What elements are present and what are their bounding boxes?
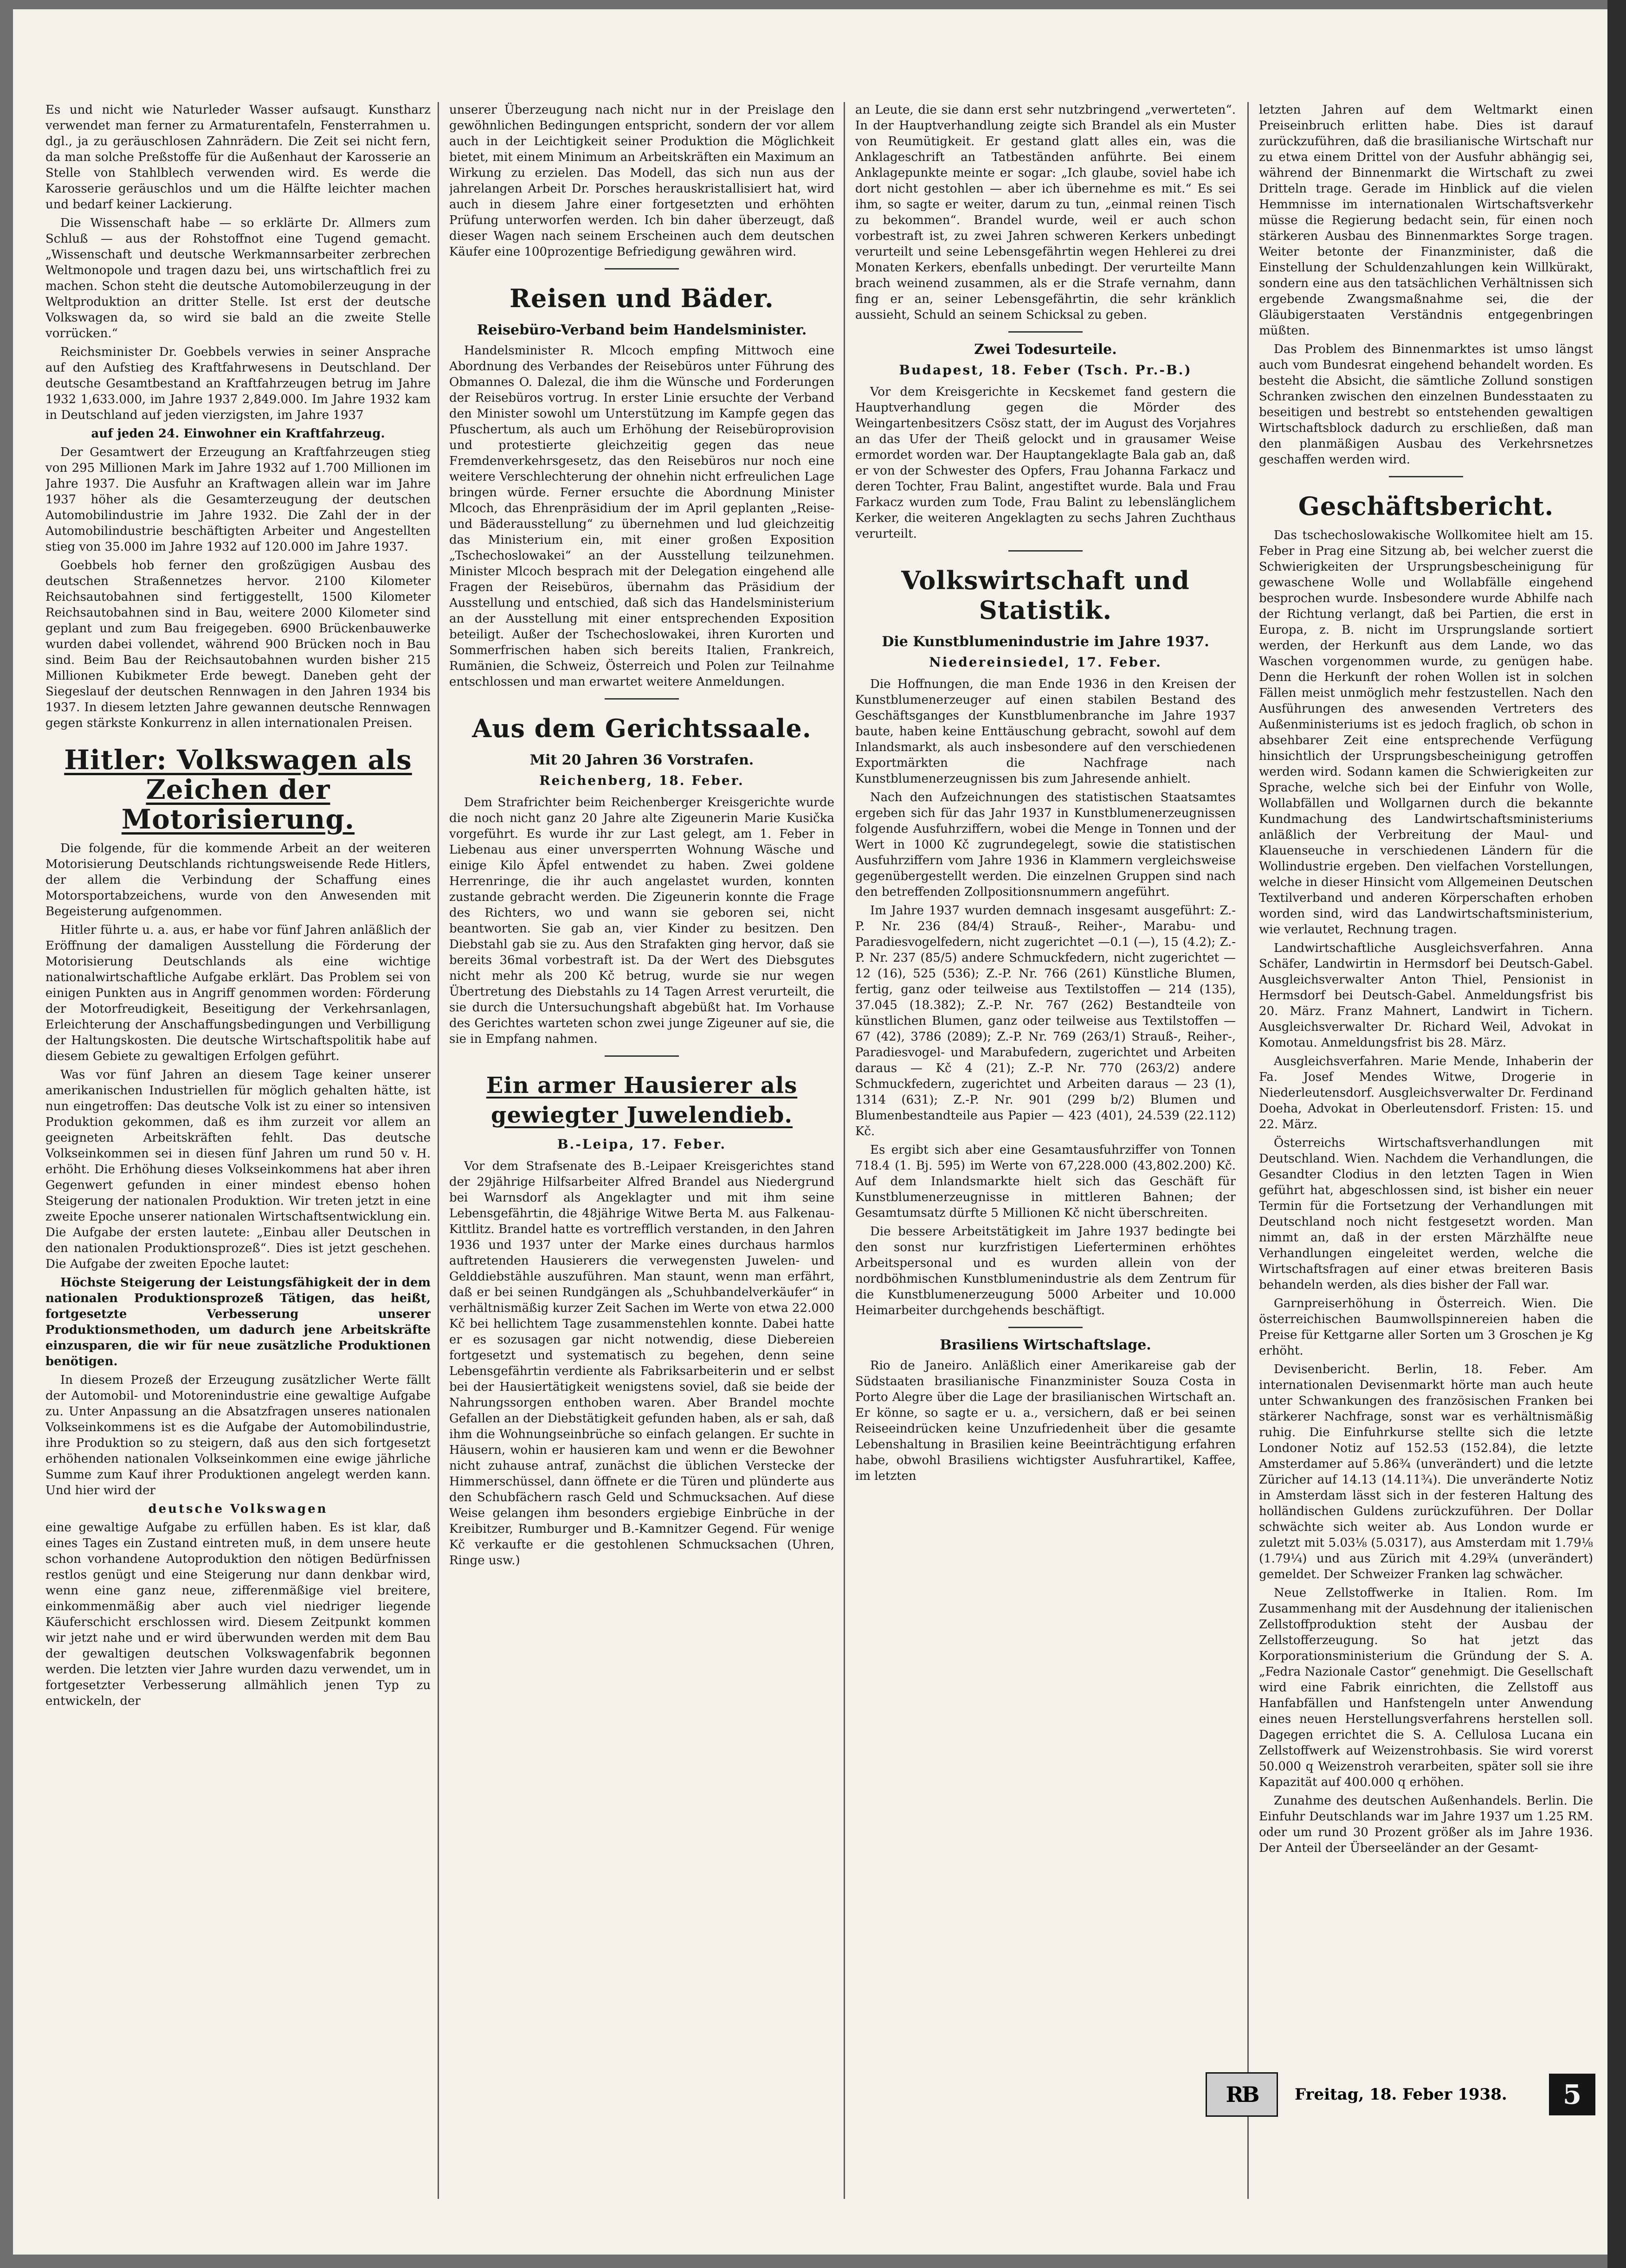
emphasis-line: deutsche Volkswagen: [148, 1502, 328, 1516]
paragraph: Handelsminister R. Mlcoch empfing Mittwoch eine Abordnung des Verbandes der Reisebüros unter Führung des Obmannes O. Dalezal, die ihm die Wünsche und Forderungen der Reisebüros vortrug. In erster Linie ersuchte der Verband den Minister sowohl um Unterstützung im Kampfe gegen das Pfuschertum, als auch um Erhöhung der Reisebüroprovision und protestierte gleichzeitig gegen das neue Fremdenverkehrsgesetz, das den Reisebüros nur noch eine weitere Verschlechterung der ohnehin nicht erfreulichen Lage bringen würde. Ferner ersuchte die Abordnung Minister Mlcoch, das Ehrenpräsidium der im April geplanten „Reise- und Bäderausstellung“ zu übernehmen und lud gleichzeitig das Ministerium ein, mit einer großen Exposition „Tschechoslowakei“ an der Ausstellung teilzunehmen. Minister Mlcoch besprach mit der Delegation eingehend alle Fragen der Reisebüros, übernahm das Präsidium der Ausstellung und entschied, daß sich das Handelsministerium an der Ausstellung mit einer entsprechenden Exposition beteiligt. Außer der Tschechoslowakei, ihren Kurorten und Sommerfrischen haben sich bereits Italien, Frankreich, Rumänien, die Schweiz, Österreich und Polen zur Teilnahme entschlossen und man erwartet weitere Anmeldungen.: [449, 344, 834, 689]
column-3: [855, 102, 1236, 2208]
paragraph-emphasis: Höchste Steigerung der Leistungsfähigkeit der in dem nationalen Produktionsprozeß Tätigen, das heißt, fortgesetzte Verbesserung unserer Produktionsmethoden, um dadurch jene Arbeitskräfte einzusparen, die wir für neue zusätzliche Produktionen benötigen.: [45, 1276, 431, 1369]
paragraph: eine gewaltige Aufgabe zu erfüllen haben. Es ist klar, daß eines Tages ein Zustand eintreten muß, in dem unsere heute schon vorhandene Autoproduktion den nötigen Bedürfnissen restlos genügt und eine Steigerung nur dann denkbar wird, wenn eine ganz neue, zifferenmäßige viel breitere, einkommenmäßig aber auch viel niedriger liegende Käuferschicht erschlossen wird. Diesem Zeitpunkt kommen wir jetzt nahe und er wird überwunden werden mit dem Bau der gewaltigen deutschen Volkswagenfabrik begonnen werden. Die letzten vier Jahre wurden dazu verwendet, um in fortgesetzter Verbesserung allmählich jenen Typ zu entwickeln, der: [45, 1521, 431, 1708]
emphasis-line: auf jeden 24. Einwohner ein Kraftfahrzeug.: [91, 427, 385, 441]
paragraph: Es und nicht wie Naturleder Wasser aufsaugt. Kunstharz verwendet man ferner zu Armaturentafeln, Fensterrahmen u. dgl., ja zu geräuschlosen Zahnrädern. Die Zeit sei nicht fern, da man solche Preßstoffe für die Außenhaut der Karosserie an Stelle von Stahlblech verwenden wird. Es werde die Karosserie geräuschlos und um die Hälfte leichter machen und bedarf keiner Lackierung.: [45, 103, 431, 212]
separator: [1008, 331, 1083, 333]
article-headline: Hitler: Volkswagen als Zeichen der Motorisierung.: [64, 744, 412, 835]
paragraph: Die Hoffnungen, die man Ende 1936 in den Kreisen der Kunstblumenerzeuger auf einen stabilen Bestand des Geschäftsganges der Kunstblumenbranche im Jahre 1937 baute, haben keine Enttäuschung gebracht, sowohl auf dem Inlandsmarkt, als auch insbesondere auf den verschiedenen Exportmärkten die Nachfrage nach Kunstblumenerzeugnissen bis zum Jahresende anhielt.: [855, 677, 1236, 786]
separator: [605, 1055, 679, 1057]
paragraph: Die Wissenschaft habe — so erklärte Dr. Allmers zum Schluß — aus der Rohstoffnot eine Tugend gemacht. „Wissenschaft und deutsche Werkmannsarbeiter zerbrechen Weltmonopole und tragen dazu bei, uns wirtschaftlich frei zu machen. Schon steht die deutsche Automobilerzeugung in der Weltproduktion an dritter Stelle. Ist erst der deutsche Volkswagen da, so wird sie bald an die zweite Stelle vorrücken.“: [45, 216, 431, 341]
separator: [605, 698, 679, 700]
paragraph: Ausgleichsverfahren. Marie Mende, Inhaberin der Fa. Josef Mendes Witwe, Drogerie in Niederleutensdorf. Ausgleichsverwalter Dr. Ferdinand Doeha, Advokat in Oberleutensdorf. Fristen: 15. und 22. März.: [1259, 1054, 1593, 1131]
subheadline: Zwei Todesurteile.: [974, 341, 1117, 358]
page-number: 5: [1549, 2074, 1595, 2115]
subheadline: Die Kunstblumenindustrie im Jahre 1937.: [882, 634, 1209, 650]
paragraph: unserer Überzeugung nach nicht nur in der Preislage den gewöhnlichen Bedingungen entspricht, sondern der vor allem auch in der Leichtigkeit seiner Produktion die Möglichkeit bietet, mit einem Minimum an Arbeitskräften ein Maximum an Wirkung zu erzielen. Das Modell, das sich nun aus der jahrelangen Arbeit Dr. Porsches herauskristallisiert hat, wird auch in diesem Jahre einer fortgesetzten und erhöhten Prüfung unterworfen werden. Ich bin daher überzeugt, daß dieser Wagen nach seinem Erscheinen auch dem deutschen Käufer eine 100prozentige Befriedigung gewähren wird.: [449, 103, 834, 259]
dateline: Budapest, 18. Feber (Tsch. Pr.-B.): [899, 362, 1192, 378]
paragraph: Neue Zellstoffwerke in Italien. Rom. Im Zusammenhang mit der Ausdehnung der italienischen Zellstoffproduktion steht der Ausbau der Zellstofferzeugung. So hat jetzt das Korporationsministerium die Gründung der S. A. „Fedra Nazionale Castor“ genehmigt. Die Gesellschaft wird eine Fabrik einrichten, die Zellstoff aus Hanfabfällen und Hanfstengeln unter Anwendung eines neuen Herstellungsverfahrens herstellen soll. Dagegen errichtet die S. A. Cellulosa Lucana ein Zellstoffwerk auf Weizenstrohbasis. Sie wird vorerst 50.000 q Weizenstroh verarbeiten, später soll sie ihre Kapazität auf 400.000 q erhöhen.: [1259, 1586, 1593, 1789]
paragraph: Devisenbericht. Berlin, 18. Feber. Am internationalen Devisenmarkt hörte man auch heute unter Schwankungen des französischen Franken bei stärkerer Nachfrage, sonst war es verhältnismäßig ruhig. Die Einfuhrkurse stellte sich die letzte Londoner Notiz auf 152.53 (152.84), die letzte Amsterdamer auf 5.86¾ (unverändert) und die letzte Züricher auf 14.13 (14.11¾). Die unveränderte Notiz in Amsterdam lässt sich in der festeren Haltung des holländischen Guldens zurückzuführen. Der Dollar schwächte sich weiter ab. Aus London wurde er zuletzt mit 5.03⅛ (5.0317), aus Amsterdam mit 1.79⅛ (1.79¼) und aus Zürich mit 4.29¾ (unverändert) gemeldet. Der Schweizer Franken lag schwächer.: [1259, 1362, 1593, 1581]
section-headline: Aus dem Gerichtssaale.: [472, 713, 812, 743]
separator: [605, 268, 679, 270]
page-footer: [1206, 2069, 1609, 2120]
dateline: Reichenberg, 18. Feber.: [539, 773, 744, 788]
article-headline: Ein armer Hausierer als gewiegter Juwelendieb.: [486, 1073, 798, 1128]
paragraph: Reichsminister Dr. Goebbels verwies in seiner Ansprache auf den Aufstieg des Kraftfahrwesens in Deutschland. Der deutsche Gesamtbestand an Kraftfahrzeugen betrug im Jahre 1932 1,633.000, im Jahre 1937 2,849.000. Im Jahre 1932 kam in Deutschland auf jeden vierzigsten, im Jahre 1937: [45, 345, 431, 422]
paragraph: Österreichs Wirtschaftsverhandlungen mit Deutschland. Wien. Nachdem die Verhandlungen, die Gesandter Clodius in den letzten Tagen in Wien geführt hat, abgeschlossen sind, ist bisher ein neuer Termin für die Fortsetzung der Verhandlungen mit Deutschland noch nicht festgesetzt worden. Man nimmt an, daß in der ersten Märzhälfte neue Verhandlungen eingeleitet werden, welche die Wirtschaftsfragen auf einer etwas breiteren Basis behandeln werden, als dies bisher der Fall war.: [1259, 1136, 1593, 1292]
subheadline: Mit 20 Jahren 36 Vorstrafen.: [529, 752, 754, 768]
newspaper-page: [13, 9, 1609, 2255]
scan-edge: [1607, 0, 1626, 2268]
section-headline: Geschäftsbericht.: [1298, 491, 1554, 521]
paragraph: Dem Strafrichter beim Reichenberger Kreisgerichte wurde die noch nicht ganz 20 Jahre alte Zigeunerin Marie Kusička vorgeführt. Es wurde ihr zur Last gelegt, am 1. Feber in Liebenau aus einer unversperrten Wohnung Wäsche und einige Kilo Äpfel entwendet zu haben. Zwei goldene Herrenringe, die ihr auch angelastet wurden, konnten zustande gebracht werden. Die Zigeunerin konnte die Frage des Richters, wo und wann sie geboren sei, nicht beantworten. Sie gab an, vier Kinder zu besitzen. Den Diebstahl gab sie zu. Aus den Strafakten ging hervor, daß sie bereits 36mal vorbestraft ist. Da der Wert des Diebsgutes nicht mehr als 200 Kč betrug, wurde sie nur wegen Übertretung des Diebstahls zu 14 Tagen Arrest verurteilt, die sie durch die Untersuchungshaft abgebüßt hat. Im Vorhause des Gerichtes warteten schon zwei junge Zigeuner auf sie, die sie in Empfang nahmen.: [449, 796, 834, 1046]
section-headline: Volkswirtschaft und Statistik.: [901, 565, 1190, 625]
paragraph: Zunahme des deutschen Außenhandels. Berlin. Die Einfuhr Deutschlands war im Jahre 1937 um 1.25 RM. oder um rund 30 Prozent größer als im Jahre 1936. Der Anteil der Überseeländer an der Gesamt-: [1259, 1794, 1593, 1855]
section-headline: Reisen und Bäder.: [510, 283, 774, 313]
paragraph: Was vor fünf Jahren an diesem Tage keiner unserer amerikanischen Industriellen für möglich gehalten hätte, ist nun eingetroffen: Das deutsche Volk ist zu einer so intensiven Produktion gekommen, daß es ihm zurzeit vor allem an geeigneten Arbeitskräften fehlt. Das deutsche Volkseinkommen sei in diesen fünf Jahren um rund 50 v. H. erhöht. Die Erhöhung dieses Volkseinkommens hat aber ihren Gegenwert gefunden in einer mindest ebenso hohen Steigerung der nationalen Produktion. Wir treten jetzt in eine zweite Epoche unserer nationalen Wirtschaftsentwicklung ein. Die Aufgabe der ersten lautete: „Einbau aller Deutschen in den nationalen Produktionsprozeß“. Dies ist jetzt geschehen. Die Aufgabe der zweiten Epoche lautet:: [45, 1068, 431, 1271]
paragraph: Im Jahre 1937 wurden demnach insgesamt ausgeführt: Z.-P. Nr. 236 (84/4) Strauß-, Reiher-, Marabu- und Paradiesvogelfedern, nicht zugerichtet —0.1 (—), 15 (4.2); Z.-P. Nr. 237 (85/5) andere Schmuckfedern, nicht zugerichtet — 12 (16), 525 (536); Z.-P. Nr. 766 (261) Künstliche Blumen, fertig, ganz oder teilweise aus Textilstoffen — 214 (135), 37.045 (18.382); Z.-P. Nr. 767 (262) Bestandteile von künstlichen Blumen, ganz oder teilweise aus Textilstoffen — 67 (42), 3786 (2089); Z.-P. Nr. 769 (263/1) Strauß-, Reiher-, Paradiesvogel- und Marabufedern, zugerichtet und Arbeiten daraus — Kč 4 (21); Z.-P. Nr. 770 (263/2) andere Schmuckfedern, zugerichtet und Arbeiten daraus — 23 (1), 1314 (631); Z.-P. Nr. 901 (299 b/2) Blumen und Blumenbestandteile aus Papier — 423 (401), 24.539 (22.112) Kč.: [855, 904, 1236, 1138]
paragraph: Rio de Janeiro. Anläßlich einer Amerikareise gab der Südstaaten brasilianische Finanzminister Souza Costa in Porto Alegre über die Lage der brasilianischen Wirtschaft an. Er könne, so sagte er u. a., versichern, daß er bei seinen Reiseeindrücken keine Unzufriedenheit über die gesamte Lebenshaltung in Brasilien keine Beeinträchtigung erfahren habe, obwohl Brasiliens wichtigster Ausfuhrartikel, Kaffee, im letzten: [855, 1359, 1236, 1483]
separator: [1008, 550, 1083, 552]
paragraph: In diesem Prozeß der Erzeugung zusätzlicher Werte fällt der Automobil- und Motorenindustrie eine gewaltige Aufgabe zu. Unter Anpassung an die Absatzfragen unseres nationalen Volkseinkommens ist es die Aufgabe der Automobilindustrie, ihre Produktion so zu steigern, daß aus den sich fortgesetzt erhöhenden nationalen Volkseinkommen eine ewige jährliche Summe zum Kauf ihrer Produktionen angelegt werden kann. Und hier wird der: [45, 1373, 431, 1497]
paragraph: Nach den Aufzeichnungen des statistischen Staatsamtes ergeben sich für das Jahr 1937 in Kunstblumenerzeugnissen folgende Ausfuhrziffern, wobei die Menge in Tonnen und der Wert in 1000 Kč zugrundegelegt, sowie die statistischen Ausfuhrziffern vom Jahre 1936 in Klammern vergleichsweise gegenübergestellt werden. Die einzelnen Gruppen sind nach den betreffenden Zollpositionsnummern angeführt.: [855, 790, 1236, 899]
paragraph: Landwirtschaftliche Ausgleichsverfahren. Anna Schäfer, Landwirtin in Hermsdorf bei Deutsch-Gabel. Ausgleichsverwalter Anton Thiel, Pensionist in Hermsdorf bei Deutsch-Gabel. Anmeldungsfrist bis 20. März. Franz Mahnert, Landwirt in Tichern. Ausgleichsverwalter Dr. Richard Weil, Advokat in Komotau. Anmeldungsfrist bis 28. März.: [1259, 941, 1593, 1050]
dateline: Niedereinsiedel, 17. Feber.: [929, 655, 1162, 670]
paragraph: Die bessere Arbeitstätigkeit im Jahre 1937 bedingte bei den sonst nur kurzfristigen Lieferterminen erhöhtes Arbeitspersonal und es wurden allein von der nordböhmischen Kunstblumenindustrie als dem Zentrum für die Kunstblumenerzeugung 5000 Arbeiter und 10.000 Heimarbeiter durchgehends beschäftigt.: [855, 1225, 1236, 1317]
paragraph: Es ergibt sich aber eine Gesamtausfuhrziffer von Tonnen 718.4 (1. Bj. 595) im Werte von 67,228.000 (43,802.200) Kč. Auf dem Inlandsmarkte hielt sich das Geschäft für Kunstblumenerzeugnisse in mittleren Bahnen; der Gesamtumsatz dürfte 5 Millionen Kč nicht überschreiten.: [855, 1143, 1236, 1220]
paragraph: letzten Jahren auf dem Weltmarkt einen Preiseinbruch erlitten habe. Dies ist darauf zurückzuführen, daß die brasilianische Wirtschaft nur zu etwa einem Drittel von der Ausfuhr abhängig sei, während der Binnenmarkt die Wirtschaft zu zwei Dritteln trage. Gerade im Hinblick auf die vielen Hemmnisse im internationalen Wirtschaftsverkehr müsse die Regierung bedacht sein, für einen noch stärkeren Ausbau des Binnenmarktes Sorge tragen. Weiter betonte der Finanzminister, daß die Einstellung der Schuldenzahlungen kein Willkürakt, sondern eine aus den tatsächlichen Verhältnissen sich ergebende Zwangsmaßnahme sei, die der Gläubigerstaaten Verständnis entgegenbringen müßten.: [1259, 103, 1593, 338]
paragraph: Vor dem Kreisgerichte in Kecskemet fand gestern die Hauptverhandlung gegen die Mörder des Weingartenbesitzers Csösz statt, der im August des Vorjahres an das Ufer der Theiß gelockt und in grausamer Weise ermordet worden war. Der Hauptangeklagte Bala gab an, daß er von der Schwester des Opfers, Frau Johanna Farkacz und deren Tochter, Frau Balint, angestiftet wurde. Bala und Frau Farkacz wurden zum Tode, Frau Balint zu lebenslänglichem Kerker, die weiteren Angeklagten zu sechs Jahren Zuchthaus verurteilt.: [855, 385, 1236, 541]
column-rule: [1247, 102, 1249, 2199]
paragraph: Das tschechoslowakische Wollkomitee hielt am 15. Feber in Prag eine Sitzung ab, bei welcher zuerst die Schwierigkeiten der Ursprungsbescheinigung für gewaschene Wolle und Wollabfälle eingehend besprochen wurde. Insbesondere wurde Abhilfe nach der Richtung verlangt, daß bei Partien, die erst in Europa, z. B. nicht im Ursprungslande sortiert werden, der Herkunft aus dem Lande, wo das Waschen vorgenommen wurde, zu genügen habe. Denn die Herkunft der rohen Wollen ist in solchen Fällen meist unmöglich mehr festzustellen. Nach den Ausführungen des anwesenden Vertreters des Außenministeriums ist es jedoch fraglich, ob schon in absehbarer Zeit eine entsprechende Verfügung hinsichtlich der Ursprungsbescheinigung getroffen werden wird. Sodann kamen die Schwierigkeiten zur Sprache, welche sich bei der Einfuhr von Wolle, Wollabfällen und Wollgarnen durch die bekannte Kundmachung des Landwirtschaftsministeriums anläßlich der Verbreitung der Maul- und Klauenseuche in verschiedenen Ländern für die Wollindustrie ergeben. Den vielfachen Vorstellungen, welche in dieser Hinsicht vom Allgemeinen Deutschen Textilverband und anderen Körperschaften erhoben worden sind, wird das Landwirtschaftsministerium, wie verlautet, Rechnung tragen.: [1259, 528, 1593, 937]
paragraph: Die folgende, für die kommende Arbeit an der weiteren Motorisierung Deutschlands richtungsweisende Rede Hitlers, der allem die Verbindung der Schaffung eines Motorsportabzeichens, wurde von den Anwesenden mit Begeisterung aufgenommen.: [45, 842, 431, 919]
newspaper-logo: RB: [1206, 2072, 1278, 2117]
subheadline: Reisebüro-Verband beim Handelsminister.: [477, 322, 807, 338]
dateline: B.-Leipa, 17. Feber.: [557, 1137, 727, 1152]
paragraph: Das Problem des Binnenmarktes ist umso längst auch vom Bundesrat eingehend behandelt worden. Es besteht die Absicht, die sämtliche Zollund sonstigen Schranken zwischen den einzelnen Bundesstaaten zu beseitigen und bestrebt so entstehenden gewaltigen Wirtschaftsblock dadurch zu erschließen, daß man den planmäßigen Ausbau des Verkehrsnetzes geschaffen werden wird.: [1259, 342, 1593, 467]
column-rule: [438, 102, 439, 2199]
paragraph: an Leute, die sie dann erst sehr nutzbringend „verwerteten“. In der Hauptverhandlung zeigte sich Brandel als ein Muster von Reumütigkeit. Er gestand glatt alles ein, was die Anklageschrift an Tatbeständen anführte. Bei einem Anklagepunkte meinte er sogar: „Ich glaube, soviel habe ich dort nicht gestohlen — aber ich übernehme es mit.“ Es sei ihm, so sagte er weiter, darum zu tun, „einmal reinen Tisch zu bekommen“. Brandel wurde, weil er auch schon vorbestraft ist, zu zwei Jahren schweren Kerkers unbedingt verurteilt und seine Lebensgefährtin wegen Hehlerei zu drei Monaten Kerkers, ebenfalls unbedingt. Der verurteilte Mann brach weinend zusammen, als er die Strafe vernahm, dann fing er an, seiner Lebensgefährtin, die sehr kränklich aussieht, Schuld an seinem Schicksal zu geben.: [855, 103, 1236, 322]
column-2: [449, 102, 834, 2208]
separator: [1008, 1327, 1083, 1328]
paragraph: Goebbels hob ferner den großzügigen Ausbau des deutschen Straßennetzes hervor. 2100 Kilometer Reichsautobahnen sind fertiggestellt, 1500 Kilometer Reichsautobahnen sind in Bau, weitere 2000 Kilometer sind geplant und zum Bau freigegeben. 6900 Brückenbauwerke wurden dabei vollendet, während 900 Brücken noch in Bau sind. Beim Bau der Reichsautobahnen wurden bisher 215 Millionen Kubikmeter Erde bewegt. Daneben geht der Siegeslauf der deutschen Rennwagen in den Jahren 1934 bis 1937. In diesem letzten Jahre gewannen deutsche Rennwagen gegen stärkste Konkurrenz in allen internationalen Preisen.: [45, 559, 431, 730]
separator: [1389, 476, 1463, 477]
paragraph: Der Gesamtwert der Erzeugung an Kraftfahrzeugen stieg von 295 Millionen Mark im Jahre 1932 auf 1.700 Millionen im Jahre 1937. Die Ausfuhr an Kraftwagen allein war im Jahre 1937 höher als die Gesamterzeugung der deutschen Automobilindustrie im Jahre 1932. Die Zahl der in der Automobilindustrie beschäftigten Arbeiter und Angestellten stieg von 35.000 im Jahre 1932 auf 120.000 im Jahre 1937.: [45, 445, 431, 554]
paragraph: Hitler führte u. a. aus, er habe vor fünf Jahren anläßlich der Eröffnung der damaligen Ausstellung die Förderung der Motorisierung Deutschlands als eine wichtige nationalwirtschaftliche Aufgabe erklärt. Das Problem sei von einigen Punkten aus in Angriff genommen worden: Förderung der Motorfreudigkeit, Beseitigung der Verkehrsanlagen, Erleichterung der Anschaffungsbedingungen und Verbilligung der Haltungskosten. Die deutsche Wirtschaftspolitik habe auf diesem Gebiete zu gewaltigen Erfolgen geführt.: [45, 923, 431, 1063]
subheadline: Brasiliens Wirtschaftslage.: [940, 1337, 1151, 1353]
paragraph: Vor dem Strafsenate des B.-Leipaer Kreisgerichtes stand der 29jährige Hilfsarbeiter Alfred Brandel aus Niedergrund bei Warnsdorf als Angeklagter und mit ihm seine Lebensgefährtin, die 48jährige Witwe Berta M. aus Falkenau-Kittlitz. Brandel hatte es vortrefflich verstanden, in den Jahren 1936 und 1937 unter der Marke eines durchaus harmlos auftretenden Hausierers die verwegensten Juwelen- und Gelddiebstähle auszuführen. Man staunt, wenn man erfährt, daß er bei seinen Rundgängen als „Schuhbandelverkäufer“ in verhältnismäßig kurzer Zeit Sachen im Werte von etwa 22.000 Kč bei hellichtem Tage zusammenstehlen konnte. Dabei hatte er es sozusagen gar nicht notwendig, diese Diebereien fortgesetzt und systematisch zu begehen, denn seine Lebensgefährtin verdiente als Fabriksarbeiterin und er selbst bei der Hausiertätigkeit wenigstens soviel, daß sie beide der Nahrungssorgen enthoben waren. Aber Brandel mochte Gefallen an der Diebstätigkeit gefunden haben, als er sah, daß ihm die Wohnungseinbrüche so einfach gelangen. Er suchte in Häusern, wohin er hausieren kam und wenn er die Bewohner nicht zuhause antraf, zunächst die üblichen Verstecke der Himmerschüssel, dann öffnete er die Türen und plünderte aus den Schubfächern rasch Geld und Schmucksachen. Auf diese Weise gelangen ihm besonders ergiebige Einbrüche in der Kreibitzer, Rumburger und B.-Kamnitzer Gegend. Für wenige Kč verkaufte er die gestohlenen Schmucksachen (Uhren, Ringe usw.): [449, 1159, 834, 1568]
paragraph: Garnpreiserhöhung in Österreich. Wien. Die österreichischen Baumwollspinnereien haben die Preise für Kettgarne aller Sorten um 3 Groschen je Kg erhöht.: [1259, 1297, 1593, 1358]
column-1: [45, 102, 431, 2208]
column-rule: [844, 102, 845, 2199]
column-4: [1259, 102, 1593, 2208]
issue-date: Freitag, 18. Feber 1938.: [1295, 2085, 1507, 2104]
